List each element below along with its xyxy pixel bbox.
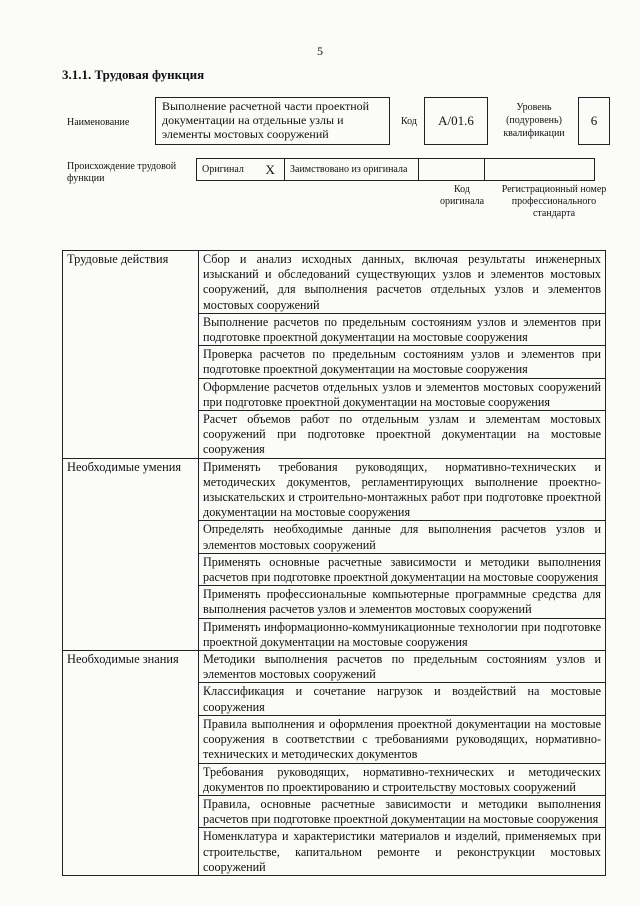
- page-number: 5: [317, 44, 323, 58]
- competency-table: [62, 250, 606, 876]
- reg-caption: Регистрационный номер профессионального стандарта: [501, 184, 607, 219]
- section-title: 3.1.1. Трудовая функция: [62, 67, 205, 82]
- name-label: Наименование: [67, 117, 130, 128]
- table-cell: Применять информационно-коммуникационные технологии при подготовке проектной документации на мостовые сооружения: [199, 618, 606, 650]
- code-caption: Код оригинала: [439, 184, 485, 207]
- table-cell: Номенклатура и характеристики материалов и изделий, применяемых при строительстве, капитальном ремонте и реконструкции мостовых сооружений: [199, 828, 606, 876]
- level-box: 6: [578, 97, 610, 145]
- original-code-cell: [419, 159, 485, 181]
- original-mark: X: [257, 159, 285, 181]
- table-cell: Требования руководящих, нормативно-технических и методических документов по проектированию и строительству мостовых сооружений: [199, 763, 606, 795]
- reg-number-cell: [485, 159, 595, 181]
- table-cell: Выполнение расчетов по предельным состояниям узлов и элементов при подготовке проектной документации на мостовые сооружения: [199, 313, 606, 345]
- table-row: [63, 651, 606, 683]
- section-heading: Необходимые знания: [63, 651, 199, 876]
- table-cell: Применять требования руководящих, нормативно-технических и методических документов, регламентирующих выполнение проектно-изыскательских и строительно-монтажных работ при подготовке проектной документации на мостовые сооружения: [199, 458, 606, 521]
- table-cell: Расчет объемов работ по отдельным узлам и элементам мостовых сооружений при подготовке проектной документации на мостовые сооружения: [199, 411, 606, 459]
- origin-label: Происхождение трудовой функции: [67, 161, 177, 184]
- code-label: Код: [401, 116, 417, 127]
- table-cell: Классификация и сочетание нагрузок и воздействий на мостовые сооружения: [199, 683, 606, 715]
- borrowed-label: Заимствовано из оригинала: [285, 159, 419, 181]
- table-cell: Оформление расчетов отдельных узлов и элементов мостовых сооружений при подготовке проектной документации на мостовые сооружения: [199, 378, 606, 410]
- function-name-box: Выполнение расчетной части проектной документации на отдельные узлы и элементы мостовых сооружений: [155, 97, 390, 145]
- table-cell: Правила, основные расчетные зависимости и методики выполнения расчетов при подготовке проектной документации на мостовые сооружения: [199, 795, 606, 827]
- table-cell: Проверка расчетов по предельным состояниям узлов и элементов при подготовке проектной документации на мостовые сооружения: [199, 346, 606, 378]
- table-row: [63, 251, 606, 314]
- section-heading: Трудовые действия: [63, 251, 199, 459]
- table-cell: Правила выполнения и оформления проектной документации на мостовые сооружения в соответствии с требованиями руководящих, нормативно-технических и методических документов: [199, 715, 606, 763]
- table-cell: Определять необходимые данные для выполнения расчетов узлов и элементов мостовых сооружений: [199, 521, 606, 553]
- origin-table: [196, 158, 595, 181]
- function-code-box: А/01.6: [424, 97, 488, 145]
- table-cell: Применять профессиональные компьютерные программные средства для выполнения расчетов узлов и элементов мостовых сооружений: [199, 586, 606, 618]
- section-heading: Необходимые умения: [63, 458, 199, 650]
- level-label: Уровень (подуровень) квалификации: [503, 102, 565, 139]
- table-cell: Методики выполнения расчетов по предельным состояниям узлов и элементов мостовых сооружений: [199, 651, 606, 683]
- table-cell: Применять основные расчетные зависимости и методики выполнения расчетов при подготовке проектной документации на мостовые сооружения: [199, 553, 606, 585]
- table-row: [63, 458, 606, 521]
- table-cell: Сбор и анализ исходных данных, включая результаты инженерных изысканий и обследований существующих узлов и элементов мостовых сооружений, для выполнения расчетов отдельных узлов и элементов мостовых сооружений: [199, 251, 606, 314]
- original-label: Оригинал: [197, 159, 257, 181]
